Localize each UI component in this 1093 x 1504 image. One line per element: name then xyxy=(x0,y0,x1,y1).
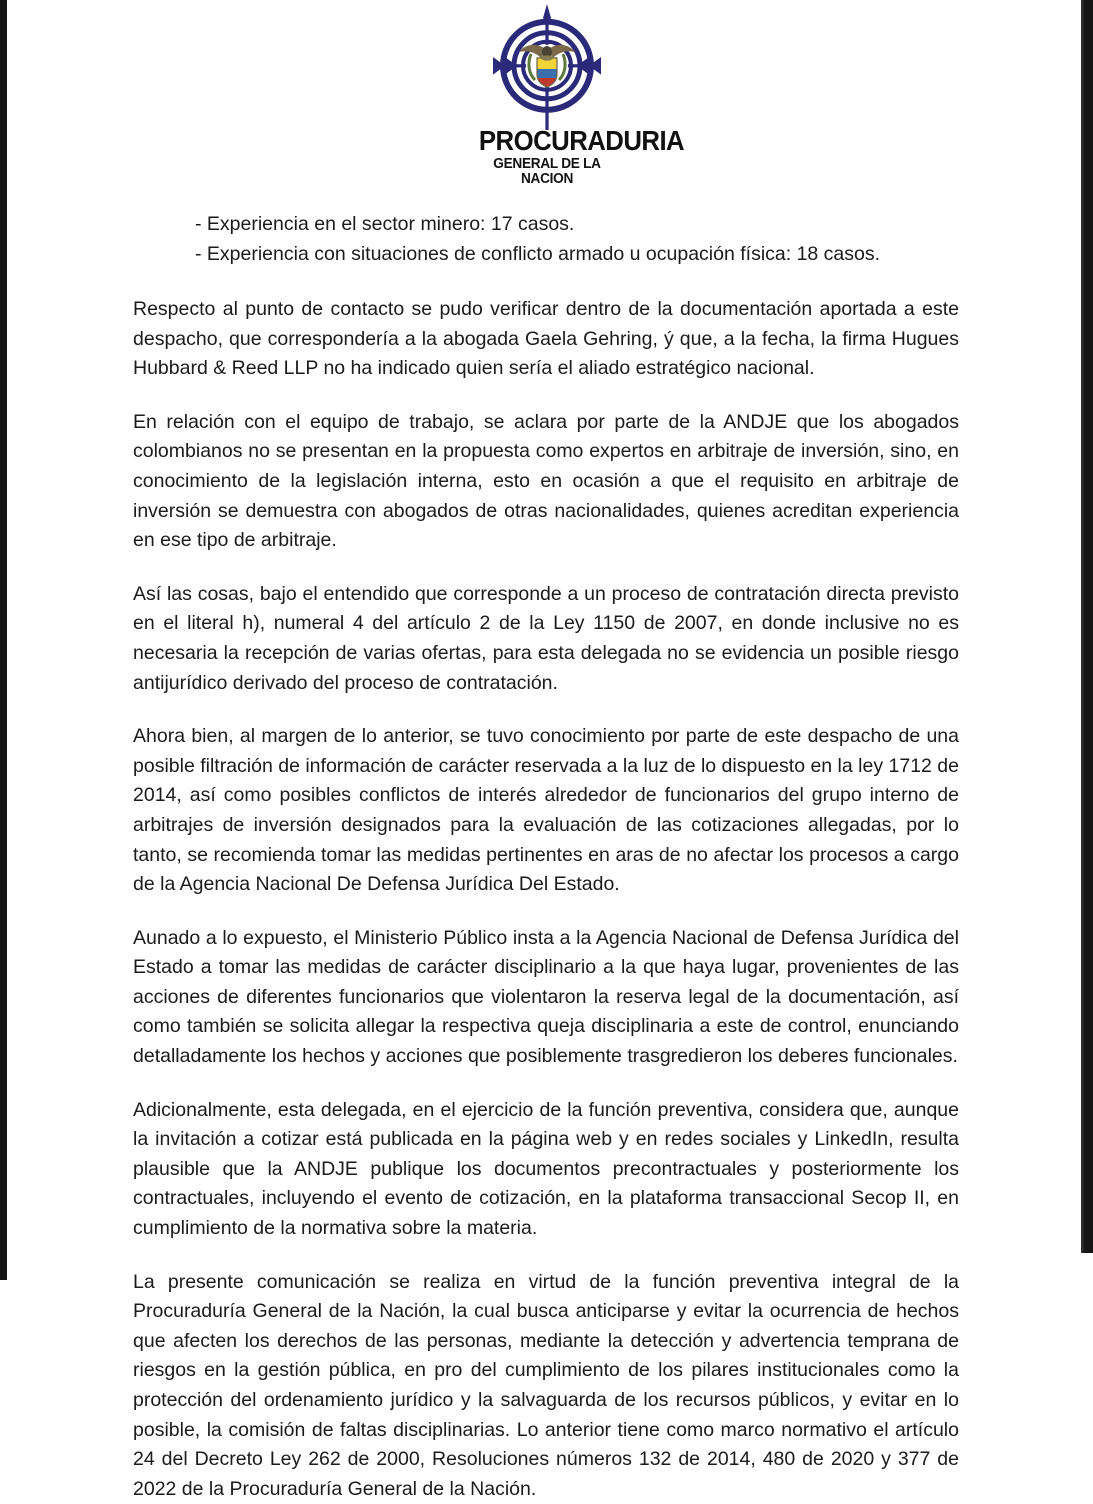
experience-bullet-list xyxy=(133,210,959,269)
list-item: - Experiencia con situaciones de conflicto armado u ocupación física: 18 casos. xyxy=(195,242,881,265)
logo-text-block xyxy=(473,125,685,187)
document-header xyxy=(0,0,1093,196)
paragraph-direct-contracting: Así las cosas, bajo el entendido que corresponde a un proceso de contratación directa previsto en el literal h), numeral 4 del artículo 2 de la Ley 1150 de 2007, en donde inclusive no es necesaria la recepción de varias ofertas, para esta delegada no se evidencia un posible riesgo antijurídico derivado del proceso de contratación. xyxy=(133,582,959,694)
list-item: - Experiencia en el sector minero: 17 casos. xyxy=(195,213,575,235)
paragraph-preventive-function: La presente comunicación se realiza en virtud de la función preventiva integral de la Procuraduría General de la Nación, la cual busca anticiparse y evitar la ocurrencia de hechos que afecten los derechos de las personas, mediante la detección y advertencia temprana de riesgos en la gestión pública, en pro del cumplimiento de los pilares institucionales como la protección del ordenamiento jurídico y la salvaguarda de los recursos públicos, y evitar en lo posible, la comisión de faltas disciplinarias. Lo anterior tiene como marco normativo el artículo 24 del Decreto Ley 262 de 2000, Resoluciones números 132 de 2014, 480 de 2020 y 377 de 2022 de la Procuraduría General de la Nación. xyxy=(133,1270,959,1500)
paragraph-information-leak: Ahora bien, al margen de lo anterior, se tuvo conocimiento por parte de este despacho de una posible filtración de información de carácter reservada a la luz de lo dispuesto en la ley 1712 de 2014, así como posibles conflictos de interés alrededor de funcionarios del grupo interno de arbitrajes de inversión designados para la evaluación de las cotizaciones allegadas, por lo tanto, se recomienda tomar las medidas pertinentes en aras de no afectar los procesos a cargo de la Agencia Nacional De Defensa Jurídica Del Estado. xyxy=(133,725,959,896)
paragraph-secop-publication: Adicionalmente, esta delegada, en el ejercicio de la función preventiva, considera que, aunque la invitación a cotizar está publicada en la página web y en redes sociales y LinkedIn, resulta plausible que la ANDJE publique los documentos precontractuales y posteriormente los contractuales, incluyendo el evento de cotización, en la plataforma transaccional Secop II, en cumplimiento de la normativa sobre la materia. xyxy=(133,1098,959,1240)
procuraduria-logo xyxy=(473,2,685,194)
procuraduria-crosshair-emblem-icon xyxy=(487,2,607,130)
organization-subtitle: GENERAL DE LA NACION xyxy=(493,156,601,187)
paragraph-work-team: En relación con el equipo de trabajo, se aclara por parte de la ANDJE que los abogados colombianos no se presentan en la propuesta como expertos en arbitraje de inversión, sino, en conocimiento de la legislación interna, esto en ocasión a que el requisito en arbitraje de inversión se demuestra con abogados de otras nacionalidades, quienes acreditan experiencia en ese tipo de arbitraje. xyxy=(133,410,959,552)
paragraph-disciplinary-measures: Aunado a lo expuesto, el Ministerio Público insta a la Agencia Nacional de Defensa Jurídica del Estado a tomar las medidas de carácter disciplinario a la que haya lugar, provenientes de las acciones de diferentes funcionarios que violentaron la reserva legal de la documentación, así como también se solicita allegar la respectiva queja disciplinaria a este de control, enunciando detalladamente los hechos y acciones que posiblemente trasgredieron los deberes funcionales. xyxy=(133,926,959,1068)
paragraph-contact-point: Respecto al punto de contacto se pudo verificar dentro de la documentación aportada a este despacho, que correspondería a la abogada Gaela Gehring, ý que, a la fecha, la firma Hugues Hubbard & Reed LLP no ha indicado quien sería el aliado estratégico nacional. xyxy=(133,298,959,380)
organization-name: PROCURADURIA xyxy=(478,125,685,156)
document-body xyxy=(133,210,959,1504)
